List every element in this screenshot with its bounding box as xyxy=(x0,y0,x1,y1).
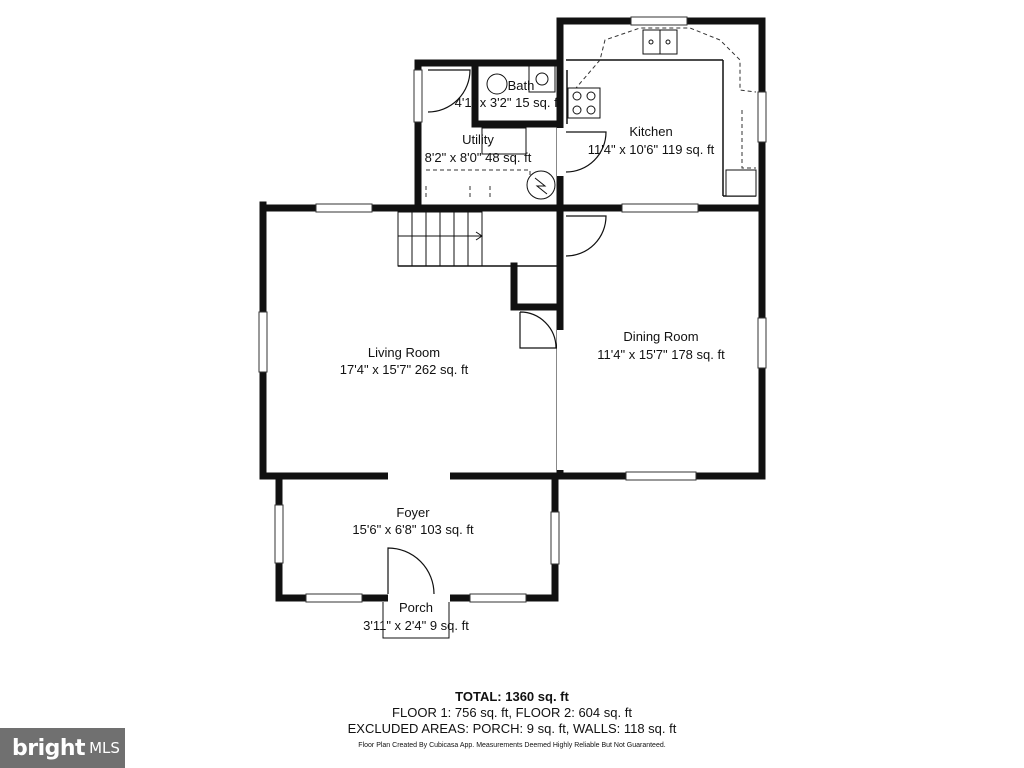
stove-icon xyxy=(568,88,600,118)
water-heater-icon xyxy=(527,171,555,199)
bright-mls-logo xyxy=(0,728,125,768)
logo-brand: bright xyxy=(12,735,86,761)
front-door xyxy=(388,548,434,594)
room-dims-bath: 4'1" x 3'2" 15 sq. ft xyxy=(454,95,562,110)
room-dims-dining: 11'4" x 15'7" 178 sq. ft xyxy=(597,347,725,362)
room-dims-kitchen: 11'4" x 10'6" 119 sq. ft xyxy=(587,142,715,157)
room-labels xyxy=(340,78,725,633)
fridge-icon xyxy=(726,170,756,196)
logo-suffix: MLS xyxy=(89,739,120,757)
room-dims-utility: 8'2" x 8'0" 48 sq. ft xyxy=(424,150,532,165)
room-name-dining: Dining Room xyxy=(623,329,699,344)
kitchen-fixtures xyxy=(568,30,756,196)
room-name-kitchen: Kitchen xyxy=(629,124,673,139)
room-name-foyer: Foyer xyxy=(396,505,430,520)
stairs xyxy=(398,212,482,266)
floor-areas: FLOOR 1: 756 sq. ft, FLOOR 2: 604 sq. ft xyxy=(392,705,632,720)
excluded-areas: EXCLUDED AREAS: PORCH: 9 sq. ft, WALLS: 118 sq. ft xyxy=(347,721,677,736)
room-name-living: Living Room xyxy=(367,345,441,360)
room-dims-foyer: 15'6" x 6'8" 103 sq. ft xyxy=(352,522,474,537)
room-dims-porch: 3'11" x 2'4" 9 sq. ft xyxy=(363,618,469,633)
sink-icon xyxy=(487,74,507,94)
room-name-utility: Utility xyxy=(462,132,494,147)
dining-door xyxy=(566,216,606,256)
total-area: TOTAL: 1360 sq. ft xyxy=(455,689,569,704)
disclaimer-note: Floor Plan Created By Cubicasa App. Measurements Deemed Highly Reliable But Not Guaranteed. xyxy=(358,742,666,749)
room-dims-living: 17'4" x 15'7" 262 sq. ft xyxy=(339,362,469,377)
closet-door xyxy=(520,312,556,348)
room-name-porch: Porch xyxy=(399,600,433,615)
room-name-bath: Bath xyxy=(507,78,535,93)
